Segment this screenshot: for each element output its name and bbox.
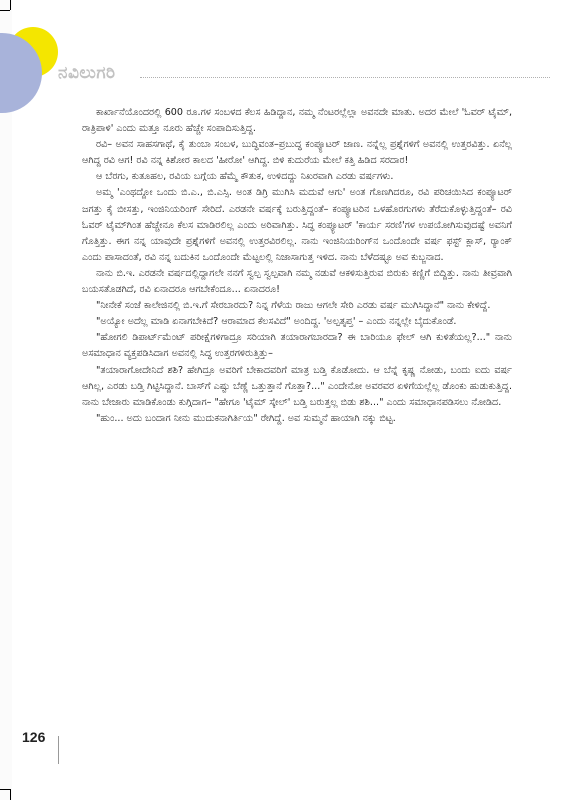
page-gutter (0, 0, 12, 800)
crop-mark-top-left-v (10, 0, 11, 10)
page-number: 126 (22, 729, 46, 745)
paragraph: ನಾನು ಬಿ.ಇ. ಎರಡನೇ ವರ್ಷದಲ್ಲಿದ್ದಾಗಲೇ ನನಗೆ ಸ್ವಲ್ಪ ಸ್ವಲ್ಪವಾಗಿ ನಮ್ಮ ನಡುವೆ ಆಕಳಿಸುತ್ತಿರುವ ಬಿರುಕು ಕಣ್ಣಿಗೆ ಬಿದ್ದಿತ್ತು. ನಾನು ತೀವ್ರವಾಗಿ ಬಯಸತೊಡಗಿದೆ, ರವಿ ಏನಾದರೂ ಆಗಬೇಕೆಂದೂ... ಏನಾದರೂ! (82, 267, 512, 296)
paragraph: ಆ ಬೆರಗು, ಕುತೂಹಲ, ರವಿಯ ಬಗ್ಗೆಯ ಹೆಮ್ಮೆ ಕೌತುಕ, ಉಳಿದದ್ದು ನಿಖರವಾಗಿ ಎರಡು ವರ್ಷಗಳು. (96, 171, 394, 183)
crop-mark-bottom-left-v (10, 789, 11, 800)
crop-mark-top-left-h (0, 10, 10, 11)
paragraph: ಕಾರ್ಖಾನೆಯೊಂದರಲ್ಲಿ 600 ರೂ.ಗಳ ಸಂಬಳದ ಕೆಲಸ ಹಿಡಿದ್ದಾನ, ನಮ್ಮ ನೆಂಟರಲ್ಲೆಲ್ಲಾ ಅವನದೇ ಮಾತು. ಅದರ ಮೇಲೆ 'ಓವರ್ ಟೈಮ್, ರಾತ್ರಿಪಾಳಿ' ಎಂದು ಮತ್ತೂ ನೂರು ಹೆಚ್ಚೇ ಸಂಪಾದಿಸುತ್ತಿದ್ದ. (82, 107, 512, 135)
section-title: ನವಿಲುಗರಿ (58, 63, 116, 83)
page-number-divider (58, 736, 59, 764)
paragraph: ಅಮ್ಮ 'ಎಂಥದ್ದೋ ಒಂದು ಬಿ.ಎ., ಬಿ.ಎಸ್ಸಿ. ಅಂತ ಡಿಗ್ರಿ ಮುಗಿಸಿ ಮದುವೆ ಆಗು' ಅಂತ ಗೊಣಗಿದರೂ, ರವಿ ಪರಿಚಯಿಸಿದ ಕಂಪ್ಯೂಟರ್ ಜಗತ್ತು ಕೈ ಬೀಸತ್ತು, ಇಂಜಿನಿಯರಿಂಗ್ ಸೇರಿದೆ. ಎರಡನೇ ವರ್ಷಕ್ಕೆ ಬರುತ್ತಿದ್ದಂತೆ– ಕಂಪ್ಯೂಟರಿನ ಒಳಹೊರಗುಗಳು ತೆರೆದುಕೊಳ್ಳುತ್ತಿದ್ದಂತೆ– ರವಿ ಓವರ್ ಟೈಮ್‌ಗಿಂತ ಹೆಚ್ಚೇನೂ ಕೆಲಸ ಮಾಡಿರಲಿಲ್ಲ ಎಂದು ಅರಿವಾಗಿತ್ತು. ಸಿದ್ಧ ಕಂಪ್ಯೂಟರ್ 'ಕಾರ್ಯ ಸರಣಿ'ಗಳ ಉಪಯೋಗಿಸುವುದಷ್ಟೆ ಅವನಿಗೆ ಗೊತ್ತಿತ್ತು. ಈಗ ನನ್ನ ಯಾವುದೇ ಪ್ರಶ್ನೆಗಳಿಗೆ ಅವನಲ್ಲಿ ಉತ್ತರವಿರಲಿಲ್ಲ. ನಾನು ಇಂಜಿನಿಯರಿಂಗ್‌ನ ಒಂದೊಂದೇ ವರ್ಷ ಫಸ್ಟ್ ಕ್ಲಾಸ್, ರ್‍ಯಾಂಕ್ ಎಂದು ಪಾಸಾದಂತೆ, ರವಿ ನನ್ನ ಬದುಕಿನ ಒಂದೊಂದೇ ಮೆಟ್ಟಲಲ್ಲಿ ನಿಜಾಸಾಗುತ್ತ ಇಳಿದ. ನಾನು ಬೆಳೆದಷ್ಟೂ ಅವ ಕುಬ್ಜನಾದ. (82, 187, 512, 263)
body-text (82, 105, 512, 427)
crop-mark-bottom-left-h (0, 789, 10, 790)
paragraph: "ತಯಾರಾಗೋದೇನಿದೆ ಶಶಿ? ಹೇಗಿದ್ರೂ ಅವರಿಗೆ ಬೇಕಾದವರಿಗೆ ಮಾತ್ರ ಬಡ್ತಿ ಕೊಡೋದು. ಆ ಬೆನ್ನೆ ಕೃಷ್ಣ ನೋಡು, ಬಂದು ಐದು ವರ್ಷ ಆಗಿಲ್ಲ, ಎರಡು ಬಡ್ತಿ ಗಿಟ್ಟಿಸಿದ್ದಾನೆ. ಬಾಸ್‌ಗೆ ಎಷ್ಟು ಬೆಣ್ಣೆ ಒತ್ತುತ್ತಾನೆ ಗೊತ್ತಾ?..." ಎಂದೇನೋ ಅವರವರ ಏಳಿಗೆಯಲ್ಲೆಲ್ಲ ಡೊಂಕು ಹುಡುಕುತ್ತಿದ್ದ. ನಾನು ಬೇಜಾರು ಮಾಡಿಕೊಂಡು ಕುಗ್ಗಿದಾಗ– "ಹೇಗೂ 'ಟೈಮ್ ಸ್ಕೇಲ್' ಬಡ್ತಿ ಬರುತ್ತಲ್ಲ ಬಿಡು ಶಶಿ..." ಎಂದು ಸಮಾಧಾನಪಡಿಸಲು ನೋಡಿದ. (82, 364, 512, 408)
header-dotted-rule (140, 77, 550, 78)
paragraph: "ಹುಂ... ಅದು ಬಂದಾಗ ನೀನು ಮುದುಕನಾಗಿರ್ತಿಯ" ರೇಗಿದ್ದೆ. ಅವ ಸುಮ್ಮನೆ ಹಾಯಾಗಿ ನಕ್ಕು ಬಿಟ್ಟ. (96, 412, 396, 424)
paragraph: "ಹೋಗಲಿ ಡಿಪಾರ್ಟ್‌ಮೆಂಟ್ ಪರೀಕ್ಷೆಗಳಿಗಾದ್ರೂ ಸರಿಯಾಗಿ ತಯಾರಾಗಬಾರದಾ? ಈ ಬಾರಿಯೂ ಫೇಲ್ ಆಗಿ ಕುಳಿತೆಯಲ್ಲ?..." ನಾನು ಅಸಮಾಧಾನ ವ್ಯಕ್ತಪಡಿಸಿದಾಗ ಅವನಲ್ಲಿ ಸಿದ್ಧ ಉತ್ತರಗಳಿರುತ್ತಿತ್ತು– (82, 332, 512, 360)
paragraph: "ಅಯ್ಯೋ ಅದೆಲ್ಲ ಮಾಡಿ ಏನಾಗಬೇಕಿದೆ? ಆರಾಮಾದ ಕೆಲಸವಿದೆ" ಅಂದಿದ್ದ. 'ಅಲ್ಪತೃಪ್ತ' – ಎಂದು ನನ್ನಲ್ಲೇ ಬೈದುಕೊಂಡೆ. (96, 316, 457, 328)
paragraph: ರವಿ– ಅವನ ಸಾಹಸಗಾಥೆ, ಕೈ ತುಂಬಾ ಸಂಬಳ, ಬುದ್ಧಿವಂತ–ಪ್ರಬುದ್ಧ ಕಂಪ್ಯೂಟರ್ ಜಾಣ. ನನ್ನೆಲ್ಲ ಪ್ರಶ್ನೆಗಳಿಗೆ ಅವನಲ್ಲಿ ಉತ್ತರವಿತ್ತು. ಏನೆಲ್ಲ ಆಗಿದ್ದ ರವಿ ಆಗ! ರವಿ ನನ್ನ ಕಿಶೋರ ಕಾಲದ 'ಹೀರೋ' ಆಗಿದ್ದ. ಬಿಳಿ ಕುದುರೆಯ ಮೇಲೆ ಕತ್ತಿ ಹಿಡಿದ ಸರದಾರ! (82, 139, 512, 167)
paragraph: "ನೀನೇಕೆ ಸಂಜೆ ಕಾಲೇಜಿನಲ್ಲಿ ಬಿ.ಇ.ಗೆ ಸೇರಬಾರದು? ನಿನ್ನ ಗೆಳೆಯ ರಾಜು ಆಗಲೇ ಸೇರಿ ಎರಡು ವರ್ಷ ಮುಗಿಸಿದ್ದಾನೆ" ನಾನು ಕೇಳಿದ್ದೆ. (96, 300, 491, 312)
